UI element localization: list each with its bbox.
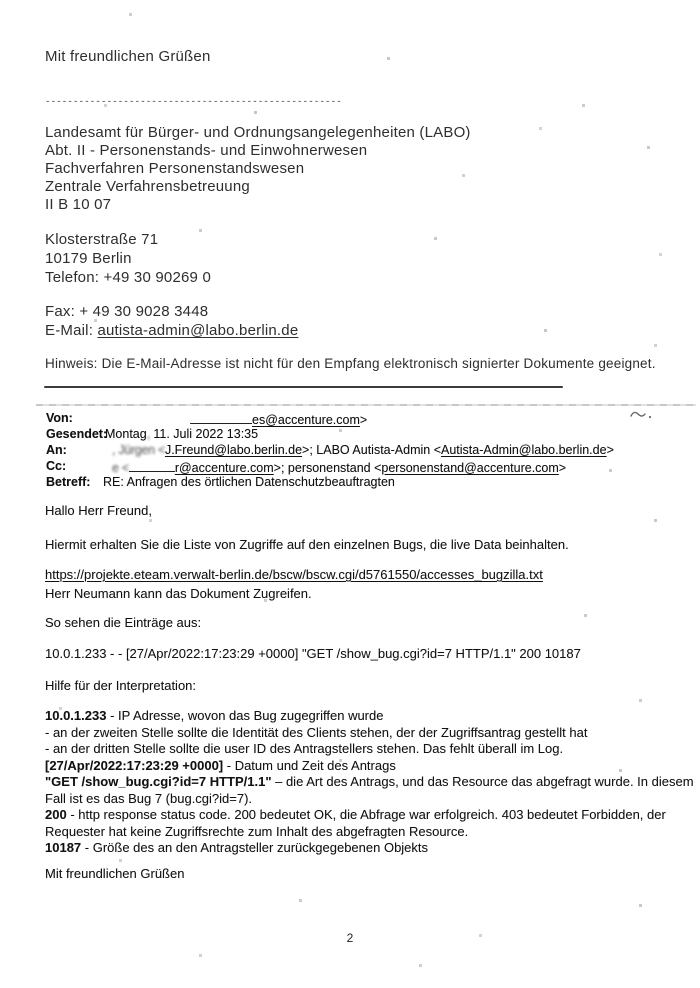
explanation-size: 10187 - Größe des an den Antragsteller zurückgegebenen Objekts — [45, 840, 429, 855]
header-row-betreff — [46, 475, 676, 489]
separator-rule-solid — [44, 386, 563, 388]
email-notice: Hinweis: Die E-Mail-Adresse ist nicht für den Empfang elektronisch signierter Dokumente geeignet. — [45, 356, 656, 371]
cc-redaction — [129, 459, 175, 472]
gesendet-label: Gesendet: — [46, 427, 108, 441]
cc-label: Cc: — [46, 459, 67, 473]
explanation-timestamp: [27/Apr/2022:17:23:29 +0000] - Datum und Zeit des Antrags — [45, 757, 396, 773]
cc-mid: >; personenstand < — [273, 461, 382, 475]
explanation-second-field: - an der zweiten Stelle sollte die Identität des Clients stehen, der der Zugriffsantrag gestellt hat — [45, 724, 588, 740]
header-row-cc — [46, 459, 676, 473]
intro-paragraph: Hiermit erhalten Sie die Liste von Zugriffe auf den einzelnen Bugs, die live Data beinhalten. — [45, 537, 569, 552]
org-line-3: Fachverfahren Personenstandswesen — [45, 160, 305, 177]
header-row-gesendet — [46, 427, 676, 441]
street: Klosterstraße 71 — [45, 231, 159, 248]
scan-specks — [0, 0, 1, 1]
cc-value — [112, 459, 566, 475]
an-value — [112, 443, 614, 457]
von-suffix: > — [359, 413, 368, 427]
explanation-ip: 10.0.1.233 - IP Adresse, wovon das Bug zugegriffen wurde — [45, 708, 384, 723]
org-line-4: Zentrale Verfahrensbetreuung — [45, 178, 250, 195]
betreff-value: RE: Anfragen des örtlichen Datenschutzbeauftragten — [103, 475, 395, 489]
link-note: Herr Neumann kann das Dokument Zugreifen. — [45, 586, 312, 601]
an-email-link-1[interactable]: J.Freund@labo.berlin.de — [164, 443, 303, 457]
closing-bottom: Mit freundlichen Grüßen — [45, 866, 185, 881]
von-value — [190, 411, 367, 427]
bugzilla-link-line — [45, 567, 543, 582]
help-intro: Hilfe für der Interpretation: — [45, 678, 197, 693]
an-label: An: — [46, 443, 67, 457]
cc-email-link-1[interactable]: r@accenture.com — [174, 461, 274, 475]
cc-redacted-name: e < — [112, 461, 129, 475]
bugzilla-link[interactable]: https://projekte.eteam.verwalt-berlin.de/bscw/bscw.cgi/d5761550/accesses_bugzilla.txt — [45, 567, 543, 582]
log-example-line: 10.0.1.233 - - [27/Apr/2022:17:23:29 +0000] "GET /show_bug.cgi?id=7 HTTP/1.1" 200 10187 — [45, 646, 581, 661]
email-line — [45, 322, 298, 339]
cc-suffix: > — [558, 461, 567, 475]
signature-separator: ----------------------------------------------------- — [45, 97, 342, 107]
an-suffix: > — [606, 443, 614, 457]
signature-email-link[interactable]: autista-admin@labo.berlin.de — [97, 322, 299, 339]
greeting: Hallo Herr Freund, — [45, 503, 152, 518]
separator-rule-faint — [36, 404, 696, 406]
explanation-request: "GET /show_bug.cgi?id=7 HTTP/1.1" – die Art des Antrags, und das Resource das abgefragt wurde. In diesem Fall ist es das Bug 7 (bug.cgi?id=7). — [45, 774, 694, 806]
header-row-von — [46, 411, 676, 425]
gesendet-value — [105, 427, 258, 441]
org-line-2: Abt. II - Personenstands- und Einwohnerwesen — [45, 142, 368, 159]
von-email-link[interactable]: es@accenture.com — [252, 413, 360, 427]
header-row-an — [46, 443, 676, 457]
cc-email-link-2[interactable]: personenstand@accenture.com — [381, 461, 559, 475]
von-label: Von: — [46, 411, 73, 425]
phone: Telefon: +49 30 90269 0 — [45, 269, 211, 286]
an-mid: >; LABO Autista-Admin < — [302, 443, 441, 457]
gesendet-smudge: , — [146, 427, 150, 441]
explanation-block — [45, 708, 700, 857]
von-redaction — [190, 411, 252, 424]
gesendet-rest: 11. Juli 2022 13:35 — [149, 427, 259, 441]
fax: Fax: + 49 30 9028 3448 — [45, 303, 209, 320]
example-intro: So sehen die Einträge aus: — [45, 615, 202, 630]
city: 10179 Berlin — [45, 250, 132, 267]
gesendet-day: Montag — [105, 427, 147, 441]
email-label: E-Mail: — [45, 322, 98, 339]
an-redacted-name: , Jürgen < — [112, 443, 165, 457]
betreff-label: Betreff: — [46, 475, 91, 489]
page-number: 2 — [346, 931, 354, 945]
explanation-status-code: 200 - http response status code. 200 bedeutet OK, die Abfrage war erfolgreich. 403 bedeutet Forbidden, der Requester hat keine Zugriffsrechte zum Inhalt des abgefragten Resource. — [45, 807, 666, 839]
org-line-1: Landesamt für Bürger- und Ordnungsangelegenheiten (LABO) — [45, 124, 471, 141]
org-line-5: II B 10 07 — [45, 196, 112, 213]
explanation-third-field: - an der dritten Stelle sollte die user ID des Antragstellers stehen. Das fehlt überall im Log. — [45, 741, 564, 756]
closing-top: Mit freundlichen Grüßen — [45, 48, 211, 65]
an-email-link-2[interactable]: Autista-Admin@labo.berlin.de — [441, 443, 607, 457]
